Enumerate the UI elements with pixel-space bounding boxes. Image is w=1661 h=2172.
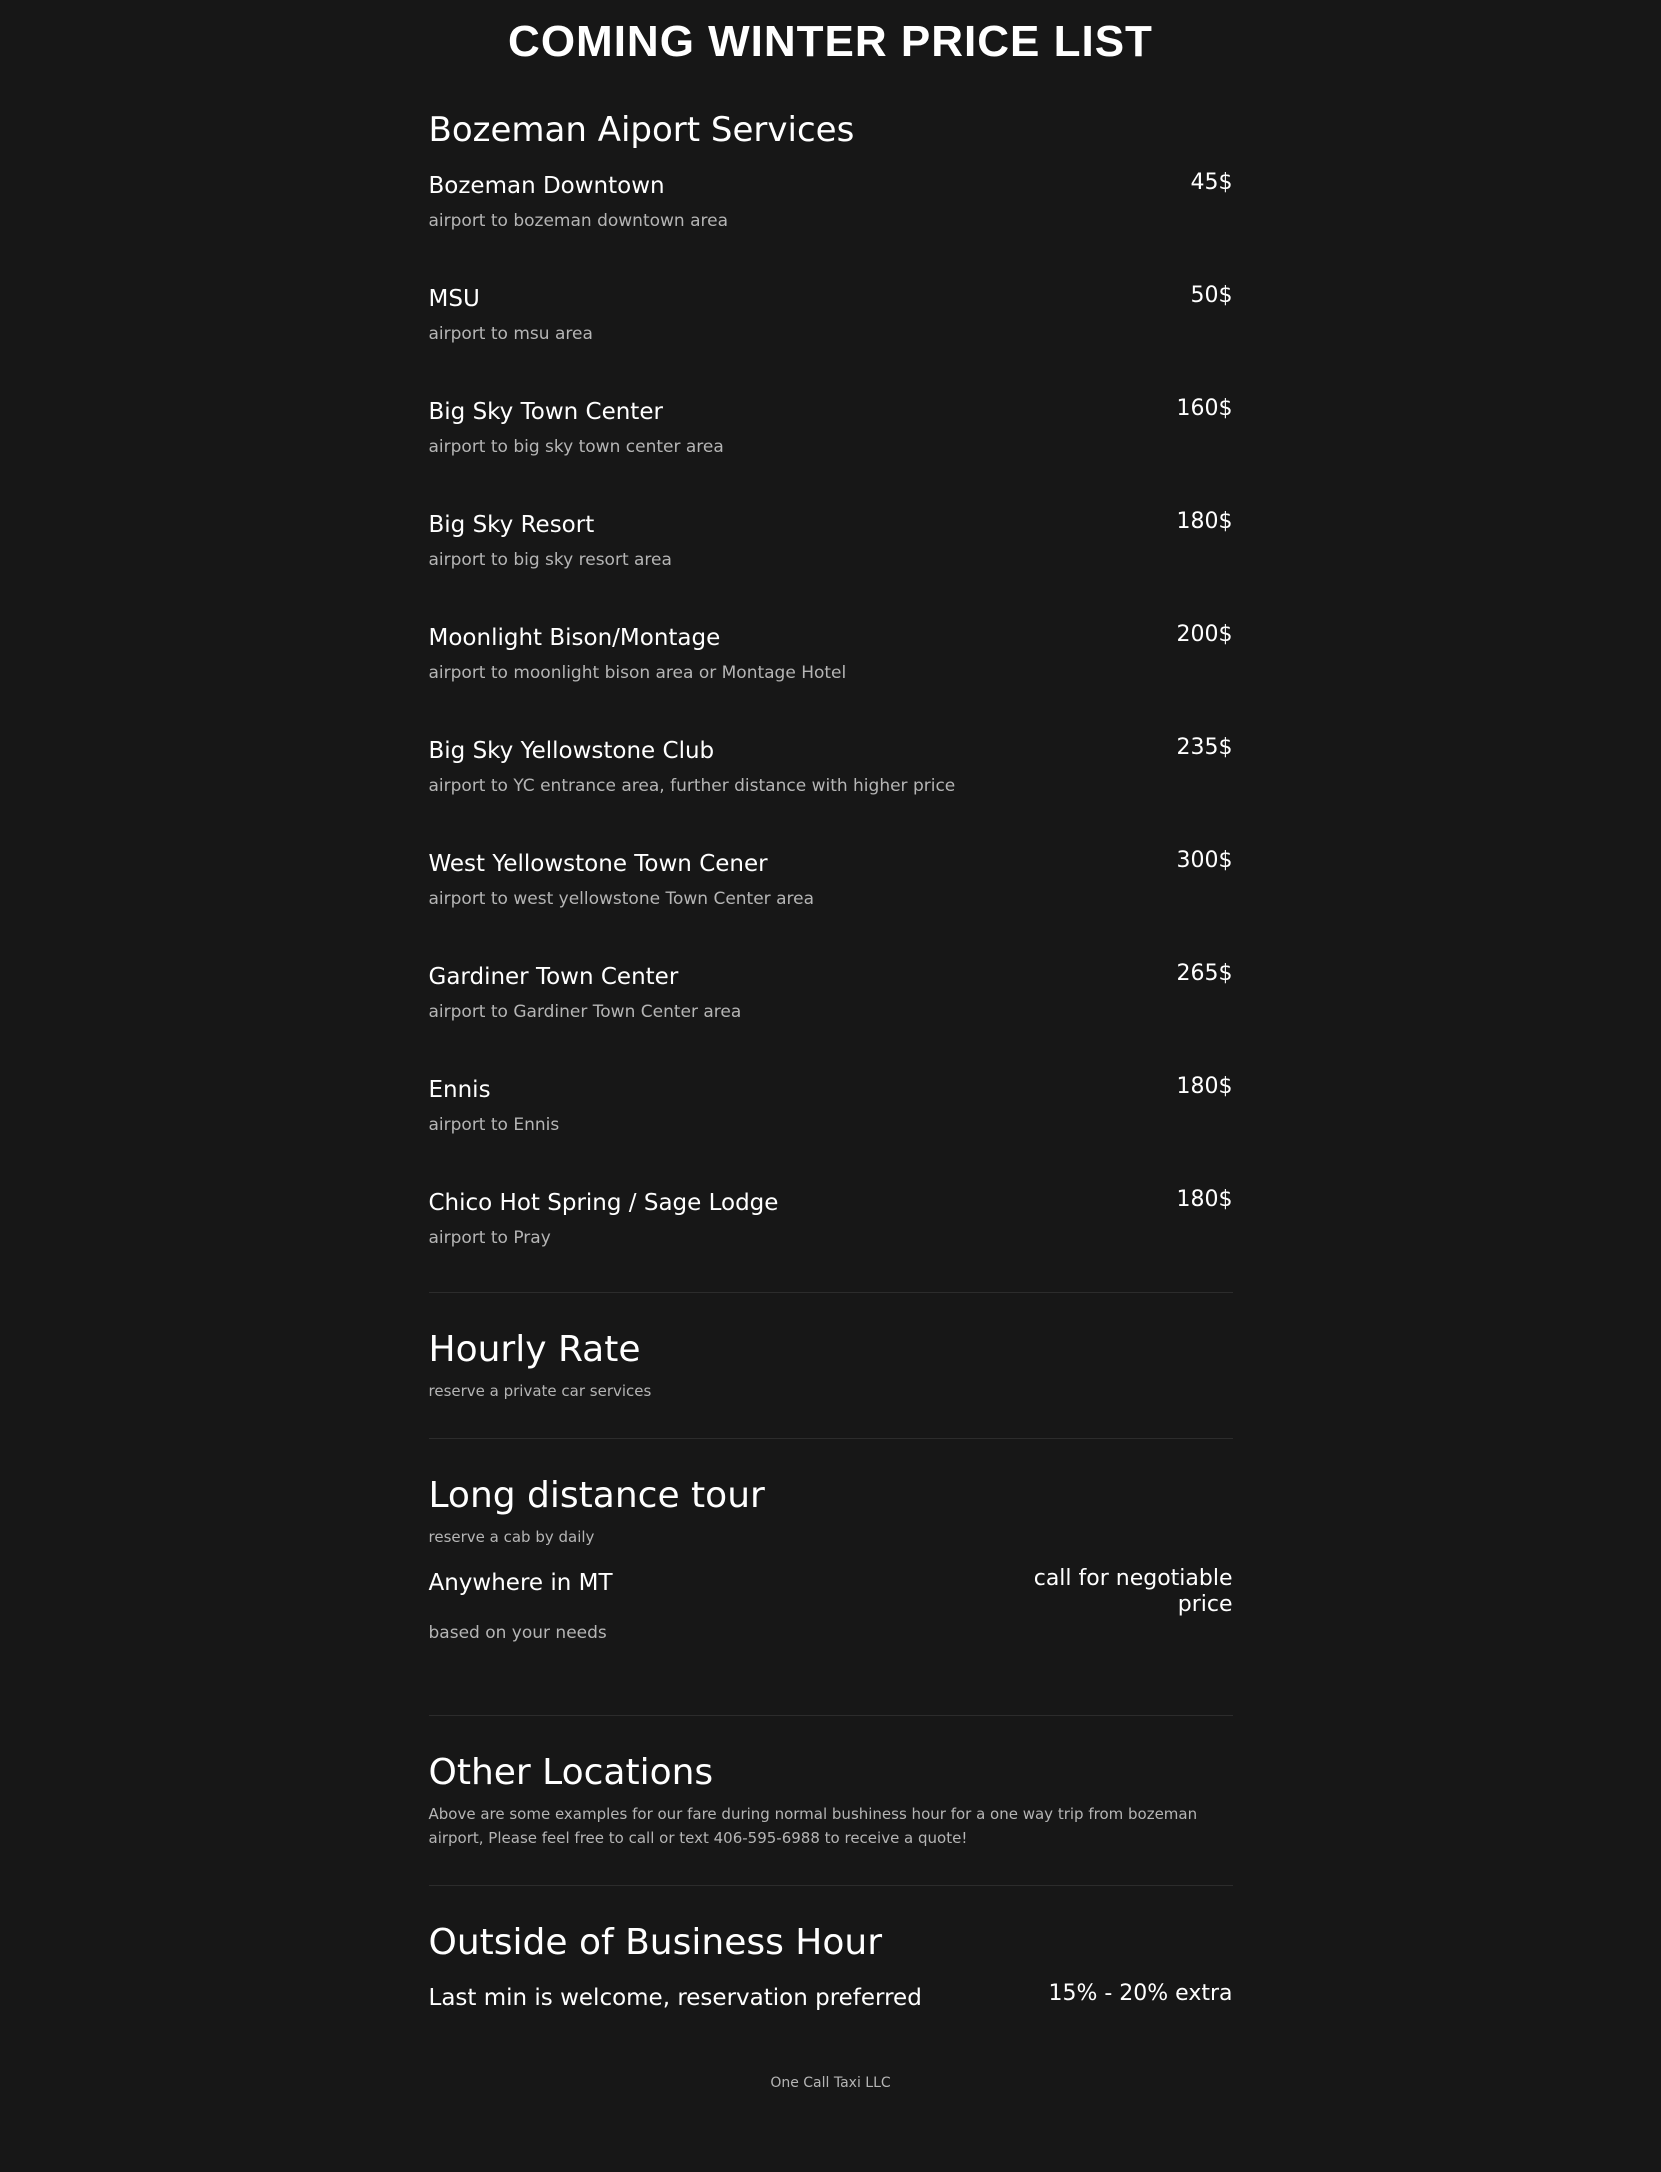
- outside-section: [429, 1886, 1233, 2075]
- item-desc: airport to msu area: [428, 324, 593, 344]
- item-price: 160$: [1176, 396, 1233, 421]
- item-desc: airport to big sky resort area: [428, 550, 672, 570]
- item-price: 180$: [1176, 509, 1233, 534]
- price-item: [429, 170, 1233, 283]
- other-section: [429, 1716, 1233, 1885]
- item-desc: airport to west yellowstone Town Center area: [428, 889, 814, 909]
- item-name: Ennis: [428, 1077, 491, 1103]
- item-name: Big Sky Yellowstone Club: [428, 738, 715, 764]
- footer: One Call Taxi LLC: [770, 2075, 891, 2091]
- other-text: Above are some examples for our fare during normal bushiness hour for a one way trip from bozeman airport, Please feel free to call or text 406-595-6988 to receive a quote!: [428, 1805, 1198, 1847]
- long-distance-section: [429, 1439, 1233, 1715]
- item-name: West Yellowstone Town Cener: [428, 851, 768, 877]
- item-price: 300$: [1176, 848, 1233, 873]
- item-price: 15% - 20% extra: [1048, 1981, 1233, 2006]
- item-price: 265$: [1176, 961, 1233, 986]
- price-item: [429, 735, 1233, 848]
- price-item: [429, 622, 1233, 735]
- item-name: Big Sky Resort: [428, 512, 595, 538]
- item-price: 180$: [1176, 1074, 1233, 1099]
- item-desc: airport to Pray: [428, 1228, 551, 1248]
- item-desc: airport to big sky town center area: [428, 437, 724, 457]
- item-price: 50$: [1190, 283, 1233, 308]
- item-name: Big Sky Town Center: [428, 399, 663, 425]
- item-name: Gardiner Town Center: [428, 964, 679, 990]
- item-name: Chico Hot Spring / Sage Lodge: [428, 1190, 779, 1216]
- item-desc: based on your needs: [428, 1623, 607, 1643]
- outside-item: [429, 1982, 1233, 2013]
- item-desc: airport to Ennis: [428, 1115, 560, 1135]
- hourly-sub: reserve a private car services: [428, 1382, 652, 1400]
- page-title: COMING WINTER PRICE LIST: [508, 17, 1153, 66]
- outside-title: Outside of Business Hour: [428, 1922, 883, 1963]
- airport-items: [429, 170, 1233, 1292]
- item-name: MSU: [428, 286, 480, 312]
- price-item: [429, 961, 1233, 1074]
- item-price: 200$: [1176, 622, 1233, 647]
- price-item: [429, 396, 1233, 509]
- price-item: [429, 848, 1233, 961]
- item-price: 180$: [1176, 1187, 1233, 1212]
- item-name: Last min is welcome, reservation preferred: [428, 1985, 922, 2011]
- price-item: [429, 1187, 1233, 1292]
- hourly-title: Hourly Rate: [428, 1329, 641, 1370]
- item-desc: airport to Gardiner Town Center area: [428, 1002, 742, 1022]
- long-distance-title: Long distance tour: [428, 1475, 765, 1516]
- item-price: call for negotiable price: [1033, 1566, 1233, 1617]
- price-list: [429, 108, 1233, 2091]
- airport-section-title: Bozeman Aiport Services: [428, 110, 855, 150]
- price-item: [429, 283, 1233, 396]
- long-distance-sub: reserve a cab by daily: [428, 1528, 595, 1546]
- long-distance-item: [429, 1567, 1233, 1645]
- item-desc: airport to moonlight bison area or Montage Hotel: [428, 663, 847, 683]
- item-desc: airport to YC entrance area, further distance with higher price: [428, 776, 956, 796]
- item-name: Moonlight Bison/Montage: [428, 625, 721, 651]
- item-price: 235$: [1176, 735, 1233, 760]
- hourly-section: [429, 1293, 1233, 1438]
- item-name: Bozeman Downtown: [428, 173, 665, 199]
- item-price: 45$: [1190, 170, 1233, 195]
- item-name: Anywhere in MT: [428, 1570, 613, 1596]
- price-item: [429, 1074, 1233, 1187]
- other-title: Other Locations: [428, 1752, 714, 1793]
- item-desc: airport to bozeman downtown area: [428, 211, 729, 231]
- price-item: [429, 509, 1233, 622]
